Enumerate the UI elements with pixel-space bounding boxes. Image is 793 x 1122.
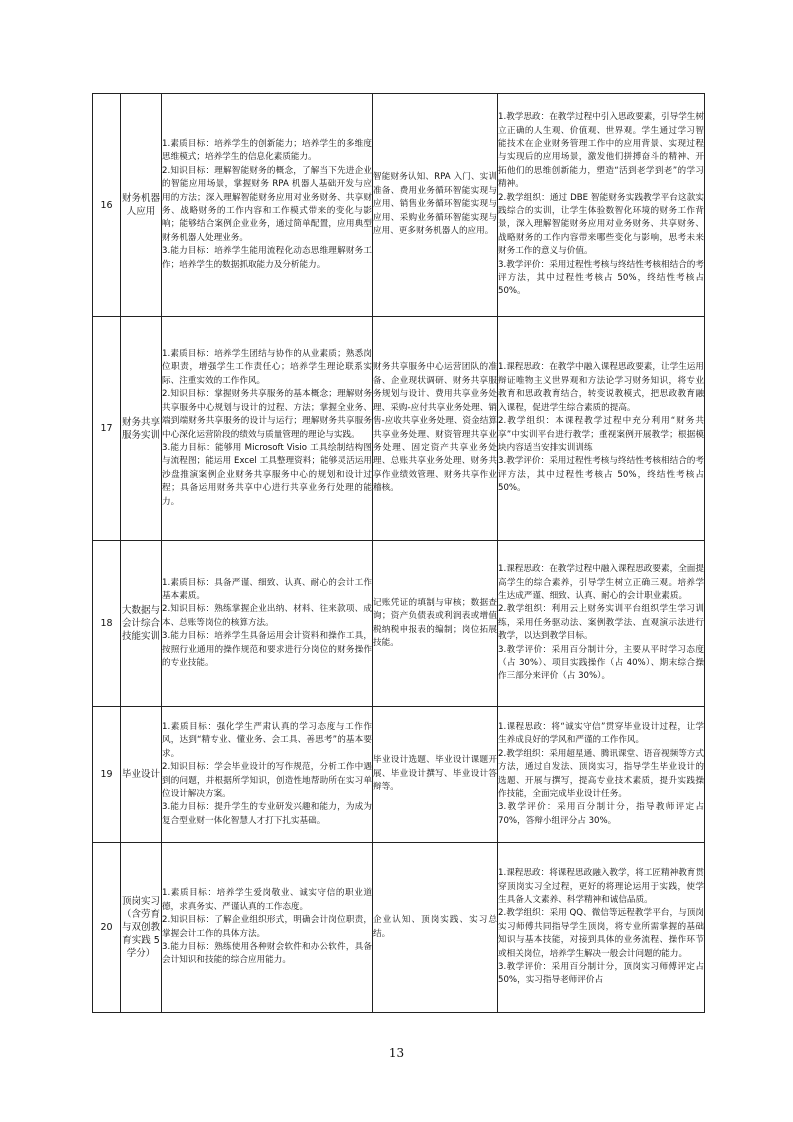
teaching-requirements: 1.课程思政：在教学中融入课程思政要素，让学生运用辩证唯物主义世界观和方法论学习财务知识，将专业教育和思政教育结合，转变说教模式，把思政教育融入课程，促进学生综合素质的提高。 2.教学组织：本课程教学过程中充分利用“财务共享”中实训平台进行教学；重视案例开展教学；根据模块内容适当安排实训训练 3.教学评价：采用过程性考核与终结性考核相结合的考评方法，其中过程性考核占 50%，终结性考核占 50%。 xyxy=(498,317,705,541)
course-name: 财务共享服务实训 xyxy=(121,317,162,541)
course-content: 企业认知、顶岗实践、实习总结。 xyxy=(373,843,498,1013)
course-name: 毕业设计 xyxy=(121,707,162,843)
course-content: 智能财务认知、RPA 入门、实训准备、费用业务循环智能实现与应用、销售业务循环智能实现与应用、采购业务循环智能实现与应用、更多财务机器人的应用。 xyxy=(373,94,498,317)
row-number: 16 xyxy=(93,94,121,317)
page-number: 13 xyxy=(388,1046,405,1060)
course-objectives: 1.素质目标：具备严谨、细致、认真、耐心的会计工作基本素质。 2.知识目标：熟练掌握企业出纳、材料、往来款项、成本、总账等岗位的核算方法。 3.能力目标：培养学生具备运用会计资料和操作工具，按照行业通用的操作规范和要求进行分岗位的财务操作的专业技能。 xyxy=(162,541,373,707)
teaching-requirements: 1.课程思政：将“诚实守信”贯穿毕业设计过程，让学生养成良好的学风和严谨的工作作风。 2.教学组织：采用超星通、腾讯课堂、语音视频等方式方法，通过自发法、顶岗实习，指导学生毕业设计的选题、开展与撰写，提高专业技术素质，提升实践操作技能，全面完成毕业设计任务。 3.教学评价：采用百分制计分，指导教师评定占 70%，答辩小组评分占 30%。 xyxy=(498,707,705,843)
table-row xyxy=(93,541,705,707)
table-row xyxy=(93,843,705,1013)
row-number: 20 xyxy=(93,843,121,1013)
course-objectives: 1.素质目标：培养学生爱岗敬业、诚实守信的职业道德，求真务实、严谨认真的工作态度。 2.知识目标：了解企业组织形式，明确会计岗位职责，掌握会计工作的具体方法。 3.能力目标：熟练使用各种财会软件和办公软件，具备会计知识和技能的综合应用能力。 xyxy=(162,843,373,1013)
table-row xyxy=(93,94,705,317)
teaching-requirements: 1.课程思政：将课程思政融入教学，将工匠精神教育贯穿顶岗实习全过程，更好的将理论运用于实践，使学生具备人文素养、科学精神和诚信品质。 2.教学组织：采用 QQ、微信等远程教学平台，与顶岗实习师傅共同指导学生顶岗，将专业所需掌握的基础知识与基本技能，对接到具体的业务流程、操作环节或相关岗位，培养学生解决一般会计问题的能力。 3.教学评价：采用百分制计分，顶岗实习师傅评定占 50%，实习指导老师评价占 xyxy=(498,843,705,1013)
course-name: 财务机器人应用 xyxy=(121,94,162,317)
course-name: 大数据与会计综合技能实训 xyxy=(121,541,162,707)
course-content: 记账凭证的填制与审核；数据查询；资产负债表或利润表或增值税纳税申报表的编制；岗位拓展技能。 xyxy=(373,541,498,707)
teaching-requirements: 1.教学思政：在教学过程中引入思政要素，引导学生树立正确的人生观、价值观、世界观。学生通过学习智能技术在企业财务管理工作中的应用背景、实现过程与实现后的应用场景，激发他们拼搏奋斗的精神、开拓他们的思维创新能力，塑造“活到老学到老”的学习精神。 2.教学组织：通过 DBE 智能财务实践教学平台这款实践综合的实训，让学生体验数智化环境的财务工作背景，深入理解智能财务应用对业务财务、共享财务、战略财务的工作内容带来哪些变化与影响，思考未来财务工作的意义与价值。 3.教学评价：采用过程性考核与终结性考核相结合的考评方法，其中过程性考核占 50%，终结性考核占 50%。 xyxy=(498,94,705,317)
course-objectives: 1.素质目标：培养学生团结与协作的从业素质；熟悉岗位职责，增强学生工作责任心；培养学生理论联系实际、注重实效的工作作风。 2.知识目标：掌握财务共享服务的基本概念；理解财务共享服务中心规划与设计的过程、方法；掌握全业务、端到端财务共享服务的设计与运行；理解财务共享服务中心深化运营阶段的绩效与质量管理的理论与实践。 3.能力目标：能够用 Microsoft Visio 工具绘制结构图与流程图；能运用 Excel 工具整理资料；能够灵活运用沙盘推演案例企业财务共享服务中心的规划和设计过程；具备运用财务共享中心进行共享业务行处理的能力。 xyxy=(162,317,373,541)
course-content: 财务共享服务中心运营团队的准备、企业现状调研、财务共享服务规划与设计、费用共享业务处理、采购-应付共享业务处理、销售-应收共享业务处理、资金结算共享业务处理、财资管理共享业务处理、固定资产共享业务处理、总账共享业务处理、财务共享作业绩效管理、财务共享作业稽核。 xyxy=(373,317,498,541)
course-table xyxy=(92,93,705,1013)
row-number: 19 xyxy=(93,707,121,843)
row-number: 17 xyxy=(93,317,121,541)
course-name: 顶岗实习（含劳育与双创教育实践 5 学分） xyxy=(121,843,162,1013)
course-content: 毕业设计选题、毕业设计课题开展、毕业设计撰写、毕业设计答辩等。 xyxy=(373,707,498,843)
course-objectives: 1.素质目标：培养学生的创新能力；培养学生的多维度思维模式；培养学生的信息化素质能力。 2.知识目标：理解智能财务的概念，了解当下先进企业的智能应用场景，掌握财务 RPA 机器人基础开发与应用的方法；深入理解智能财务应用对业务财务、共享财务、战略财务的工作内容和工作模式带来的变化与影响；能够结合案例企业业务，通过简单配置，应用典型财务机器人处理业务。 3.能力目标：培养学生能用流程化动态思维理解财务工作；培养学生的数据抓取能力及分析能力。 xyxy=(162,94,373,317)
table-row xyxy=(93,707,705,843)
row-number: 18 xyxy=(93,541,121,707)
course-objectives: 1.素质目标：强化学生严肃认真的学习态度与工作作风，达到“精专业、懂业务、会工具、善思考”的基本要求。 2.知识目标：学会毕业设计的写作规范，分析工作中遇到的问题，并根据所学知识，创造性地帮助所在实习单位设计解决方案。 3.能力目标：提升学生的专业研发兴趣和能力，为成为复合型业财一体化智慧人才打下扎实基础。 xyxy=(162,707,373,843)
teaching-requirements: 1.课程思政：在教学过程中融入课程思政要素，全面提高学生的综合素养，引导学生树立正确三观。培养学生达成严谨、细致、认真、耐心的会计职业素质。 2.教学组织：利用云上财务实训平台组织学生学习训练，采用任务驱动法、案例教学法、直观演示法进行教学，以达到教学目标。 3.教学评价：采用百分制计分，主要从平时学习态度（占 30%）、项目实践操作（占 40%）、期末综合操作三部分来评价（占 30%）。 xyxy=(498,541,705,707)
table-row xyxy=(93,317,705,541)
